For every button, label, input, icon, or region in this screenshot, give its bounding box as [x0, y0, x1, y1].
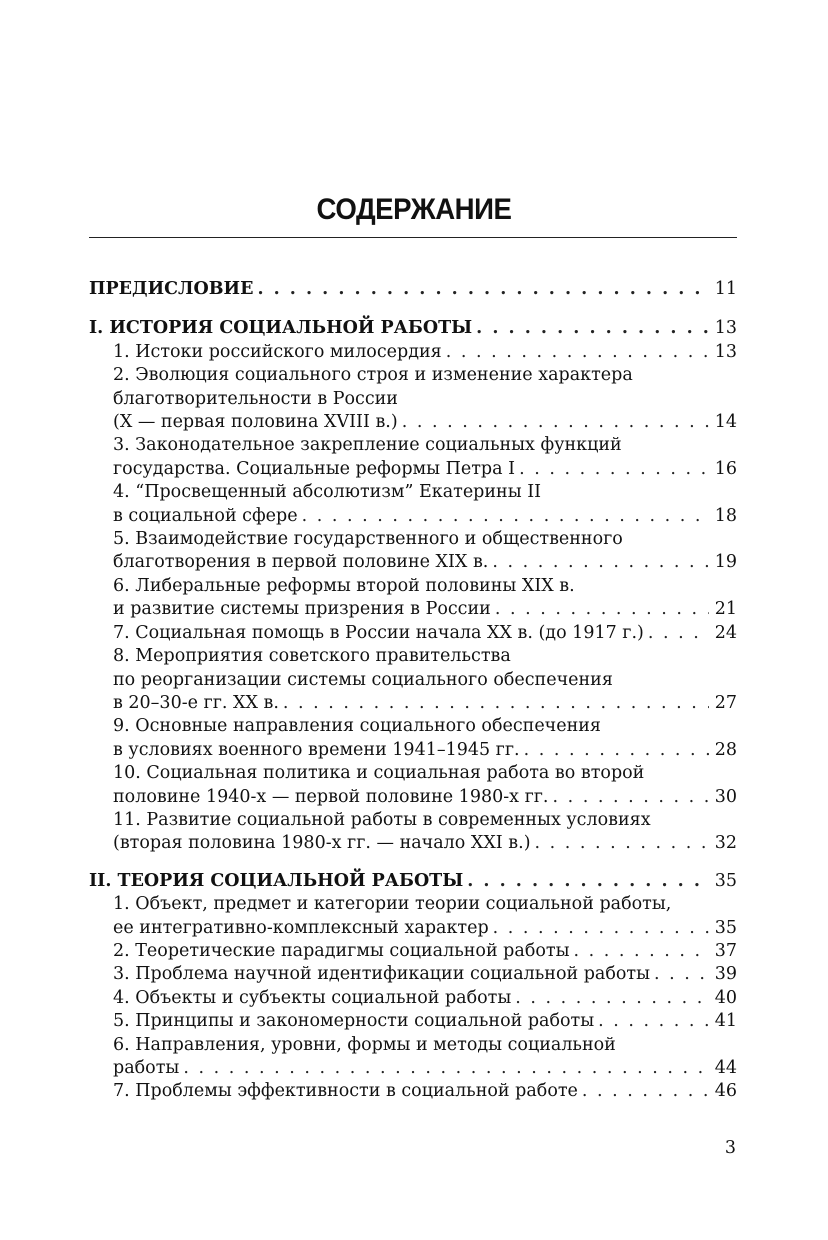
- toc-entry-page: 11: [714, 279, 737, 299]
- leader-dots: [493, 917, 709, 940]
- toc-item-page: 24: [714, 622, 737, 643]
- toc-item-last-line: [113, 692, 737, 715]
- leader-dots: [552, 786, 709, 809]
- toc-item-page: 16: [714, 458, 737, 479]
- toc-item-page: 13: [714, 341, 737, 362]
- title-rule: [89, 237, 737, 238]
- toc-item-line: по реорганизации системы социального обеспечения: [113, 669, 613, 690]
- toc-item-page: 37: [714, 940, 737, 961]
- leader-dots: [467, 870, 709, 893]
- toc-item-text: в 20–30-е гг. XX в.: [113, 692, 279, 713]
- toc-item-text: (вторая половина 1980-х гг. — начало XXI в.): [113, 833, 531, 854]
- toc-item-last-line: [113, 1080, 737, 1103]
- toc-item-text: 3. Проблема научной идентификации социальной работы: [113, 964, 651, 985]
- page-number: 3: [724, 1138, 736, 1158]
- toc-item-text: половине 1940-х — первой половине 1980-х гг.: [113, 786, 549, 807]
- toc-item-last-line: [113, 1057, 737, 1080]
- toc-item: [89, 1010, 737, 1033]
- toc-item-last-line: [113, 987, 737, 1010]
- toc-item-last-line: [113, 598, 737, 621]
- toc-item-line: 9. Основные направления социального обеспечения: [113, 716, 601, 737]
- toc-item-last-line: [113, 739, 737, 762]
- toc-item-last-line: [113, 458, 737, 481]
- toc-item: [89, 1080, 737, 1103]
- toc-item: [89, 987, 737, 1010]
- toc-item-line: 4. “Просвещенный абсолютизм” Екатерины II: [113, 482, 542, 503]
- leader-dots: [582, 1080, 709, 1103]
- toc-item-page: 14: [714, 412, 737, 433]
- toc-item-text: в условиях военного времени 1941–1945 гг.: [113, 739, 520, 760]
- toc-item: [89, 481, 737, 528]
- toc-item-last-line: [113, 832, 737, 855]
- toc-entry-preface: [89, 278, 737, 301]
- leader-dots: [535, 832, 709, 855]
- toc-item-last-line: [113, 551, 737, 574]
- toc-item-last-line: [113, 341, 737, 364]
- toc-item-page: 19: [714, 552, 737, 573]
- toc-item-page: 40: [714, 987, 737, 1008]
- toc-item-last-line: [113, 786, 737, 809]
- toc-item-text: 1. Истоки российского милосердия: [113, 341, 442, 362]
- toc-item: [89, 715, 737, 762]
- table-of-contents: [89, 278, 737, 1104]
- toc-item-last-line: [113, 917, 737, 940]
- toc-item-text: 4. Объекты и субъекты социальной работы: [113, 987, 512, 1008]
- toc-item-last-line: [113, 963, 737, 986]
- toc-item: [89, 341, 737, 364]
- toc-item-text: ее интегративно-комплексный характер: [113, 917, 489, 938]
- toc-item-page: 46: [714, 1081, 737, 1102]
- leader-dots: [402, 411, 709, 434]
- toc-item-text: и развитие системы призрения в России: [113, 599, 491, 620]
- toc-item-last-line: [113, 411, 737, 434]
- toc-item-text: 7. Проблемы эффективности в социальной работе: [113, 1081, 578, 1102]
- leader-dots: [446, 341, 709, 364]
- leader-dots: [183, 1057, 709, 1080]
- leader-dots: [519, 458, 709, 481]
- toc-item-line: 8. Мероприятия советского правительства: [113, 646, 511, 667]
- toc-item-page: 35: [714, 917, 737, 938]
- toc-item: [89, 364, 737, 434]
- leader-dots: [283, 692, 709, 715]
- toc-item-line: 1. Объект, предмет и категории теории социальной работы,: [113, 894, 672, 915]
- toc-item-page: 30: [714, 786, 737, 807]
- toc-item: [89, 940, 737, 963]
- toc-item-line: 6. Направления, уровни, формы и методы социальной: [113, 1034, 616, 1055]
- toc-item-last-line: [113, 622, 737, 645]
- toc-item-page: 41: [714, 1011, 737, 1032]
- toc-item-text: благотворения в первой половине XIX в.: [113, 552, 489, 573]
- toc-section-heading: [89, 317, 737, 340]
- toc-item-text: (X — первая половина XVIII в.): [113, 412, 398, 433]
- leader-dots: [515, 987, 709, 1010]
- toc-item-page: 32: [714, 833, 737, 854]
- toc-item-text: государства. Социальные реформы Петра I: [113, 458, 516, 479]
- toc-item-line: 3. Законодательное закрепление социальных функций: [113, 435, 622, 456]
- toc-entry-label: ПРЕДИСЛОВИЕ: [89, 279, 254, 299]
- toc-item-page: 28: [714, 739, 737, 760]
- toc-section-label: II. ТЕОРИЯ СОЦИАЛЬНОЙ РАБОТЫ: [89, 870, 464, 891]
- toc-item-text: 7. Социальная помощь в России начала XX в. (до 1917 г.): [113, 622, 644, 643]
- leader-dots: [654, 963, 709, 986]
- page-title: СОДЕРЖАНИЕ: [316, 193, 512, 226]
- toc-item: [89, 528, 737, 575]
- toc-item-page: 18: [714, 505, 737, 526]
- leader-dots: [476, 317, 709, 340]
- toc-item-page: 21: [714, 599, 737, 620]
- leader-dots: [257, 278, 709, 301]
- toc-section-heading: [89, 870, 737, 893]
- toc-section-page: 35: [714, 870, 737, 891]
- toc-item: [89, 1034, 737, 1081]
- leader-dots: [598, 1010, 709, 1033]
- toc-item: [89, 645, 737, 715]
- toc-item: [89, 575, 737, 622]
- toc-item: [89, 762, 737, 809]
- leader-dots: [524, 739, 709, 762]
- toc-item-line: благотворительности в России: [113, 388, 398, 409]
- toc-sections: [89, 317, 737, 1103]
- toc-item-page: 27: [714, 692, 737, 713]
- toc-section-page: 13: [714, 318, 737, 339]
- toc-item-page: 39: [714, 964, 737, 985]
- toc-item-line: 10. Социальная политика и социальная работа во второй: [113, 763, 645, 784]
- toc-item: [89, 809, 737, 856]
- leader-dots: [495, 598, 709, 621]
- toc-item-line: 5. Взаимодействие государственного и общественного: [113, 529, 623, 550]
- toc-item-line: 2. Эволюция социального строя и изменение характера: [113, 365, 633, 386]
- toc-section-label: I. ИСТОРИЯ СОЦИАЛЬНОЙ РАБОТЫ: [89, 318, 473, 339]
- leader-dots: [492, 551, 709, 574]
- leader-dots: [302, 505, 709, 528]
- toc-item: [89, 963, 737, 986]
- toc-item: [89, 434, 737, 481]
- toc-item-last-line: [113, 505, 737, 528]
- toc-item-line: 11. Развитие социальной работы в современных условиях: [113, 809, 651, 830]
- toc-item-line: 6. Либеральные реформы второй половины XIX в.: [113, 575, 575, 596]
- toc-item-text: 5. Принципы и закономерности социальной работы: [113, 1011, 595, 1032]
- leader-dots: [574, 940, 710, 963]
- toc-item-text: в социальной сфере: [113, 505, 298, 526]
- toc-item-last-line: [113, 1010, 737, 1033]
- toc-item-text: работы: [113, 1058, 180, 1078]
- toc-item-page: 44: [714, 1058, 737, 1078]
- toc-item-text: 2. Теоретические парадигмы социальной работы: [113, 940, 570, 961]
- toc-item: [89, 893, 737, 940]
- toc-item: [89, 622, 737, 645]
- toc-item-last-line: [113, 940, 737, 963]
- leader-dots: [648, 622, 709, 645]
